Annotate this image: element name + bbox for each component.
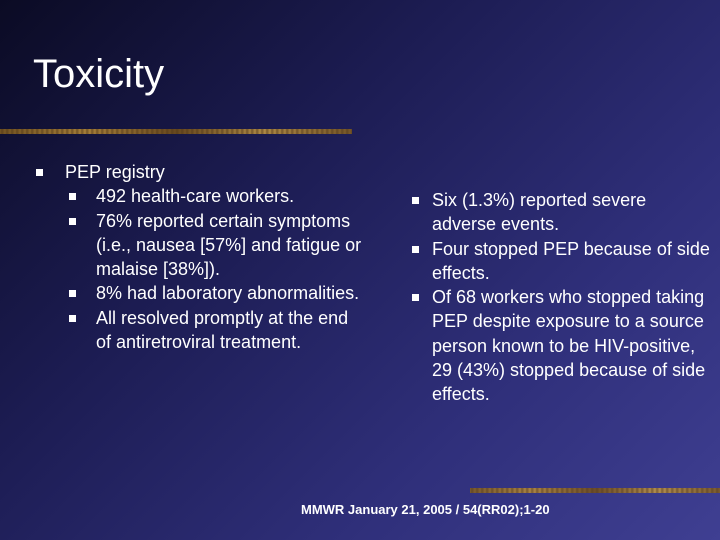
list-item-text: 76% reported certain symptoms (i.e., nausea [57%] and fatigue or malaise [38%]).	[96, 210, 362, 280]
square-bullet-icon	[412, 294, 419, 301]
list-item-resolved	[34, 306, 364, 355]
square-bullet-icon	[412, 197, 419, 204]
list-item-hiv-positive-exposure	[410, 285, 710, 406]
list-item-text: Six (1.3%) reported severe adverse events.	[432, 190, 647, 235]
title-underline-rule	[0, 129, 352, 134]
square-bullet-icon	[69, 218, 76, 225]
list-item-text: 492 health-care workers.	[96, 186, 295, 207]
square-bullet-icon	[36, 169, 43, 176]
right-column	[410, 188, 710, 407]
list-item-lab-abnormalities	[34, 281, 364, 305]
square-bullet-icon	[412, 246, 419, 253]
list-item-text: Of 68 workers who stopped taking PEP despite exposure to a source person known to be HIV-positive, 29 (43%) stopped because of side effects.	[432, 287, 706, 405]
left-column	[34, 160, 364, 354]
square-bullet-icon	[69, 290, 76, 297]
list-item-severe-events	[410, 188, 710, 237]
list-item-text: 8% had laboratory abnormalities.	[96, 283, 360, 304]
list-item-pep-registry	[34, 160, 364, 184]
list-item-symptoms	[34, 209, 364, 282]
square-bullet-icon	[69, 315, 76, 322]
list-item-text: Four stopped PEP because of side effects.	[432, 238, 710, 283]
square-bullet-icon	[69, 193, 76, 200]
citation-rule	[470, 488, 720, 493]
list-item-text: All resolved promptly at the end of antiretroviral treatment.	[96, 307, 349, 353]
citation: MMWR January 21, 2005 / 54(RR02);1-20	[301, 502, 550, 517]
list-item-text: PEP registry	[65, 162, 165, 182]
list-item-stopped-pep	[410, 237, 710, 286]
list-item-health-care-workers	[34, 184, 364, 208]
slide-title: Toxicity	[33, 52, 165, 96]
